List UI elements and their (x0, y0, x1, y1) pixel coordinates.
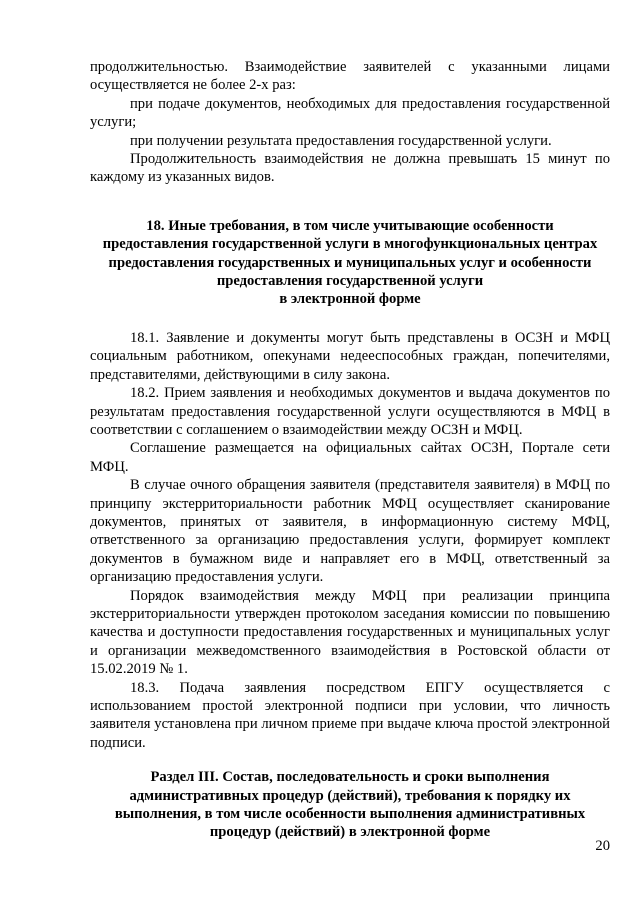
paragraph-in-person: В случае очного обращения заявителя (представителя заявителя) в МФЦ по принципу экстерриториальности работник МФЦ осуществляет сканирование документов, принятых от заявителя, в информационную систему МФЦ, ответственного за организацию предоставления услуги, формирует комплект документов в бумажном виде и направляет его в МФЦ, ответственный за организацию предоставления услуги. (90, 477, 610, 586)
heading-line: предоставления государственных и муниципальных услуг и особенности (108, 254, 592, 271)
heading-line: административных процедур (действий), требования к порядку их (129, 787, 571, 804)
heading-line: 18. Иные требования, в том числе учитывающие особенности (146, 217, 554, 234)
heading-line: Раздел III. Состав, последовательность и сроки выполнения (150, 769, 550, 786)
heading-line: предоставления государственной услуги (216, 273, 484, 290)
document-page (90, 58, 610, 842)
heading-line: выполнения, в том числе особенности выполнения административных (114, 806, 586, 823)
paragraph-18-1: 18.1. Заявление и документы могут быть представлены в ОСЗН и МФЦ социальным работником, опекунами недееспособных граждан, попечителями, представителями, действующими в силу закона. (90, 329, 610, 383)
paragraph-continuation: продолжительностью. Взаимодействие заявителей с указанными лицами осуществляется не более 2-х раз: (90, 59, 610, 94)
paragraph-agreement: Соглашение размещается на официальных сайтах ОСЗН, Портале сети МФЦ. (90, 440, 610, 475)
heading-line: в электронной форме (279, 291, 421, 308)
paragraph-duration: Продолжительность взаимодействия не должна превышать 15 минут по каждому из указанных видов. (90, 151, 610, 186)
page-number: 20 (595, 838, 610, 854)
paragraph-procedure: Порядок взаимодействия между МФЦ при реализации принципа экстерриториальности утвержден протоколом заседания комиссии по повышению качества и доступности предоставления государственных и муниципальных услуг и организации межведомственного взаимодействия в Ростовской области от 15.02.2019 № 1. (90, 587, 610, 678)
heading-line: процедур (действий) в электронной форме (209, 824, 491, 841)
paragraph-18-2: 18.2. Прием заявления и необходимых документов и выдача документов по результатам предоставления государственной услуги осуществляются в МФЦ в соответствии с соглашением о взаимодействии между ОСЗН и МФЦ. (90, 385, 610, 438)
heading-line: предоставления государственной услуги в многофункциональных центрах (102, 236, 598, 253)
section-18-heading (90, 217, 610, 309)
section-3-heading (90, 768, 610, 842)
paragraph-18-3: 18.3. Подача заявления посредством ЕПГУ осуществляется с использованием простой электронной подписи при условии, что личность заявителя установлена при личном приеме при выдаче ключа простой электронной подписи. (90, 679, 610, 751)
paragraph-receipt: при получении результата предоставления государственной услуги. (130, 132, 552, 149)
paragraph-submission: при подаче документов, необходимых для предоставления государственной услуги; (90, 95, 610, 131)
